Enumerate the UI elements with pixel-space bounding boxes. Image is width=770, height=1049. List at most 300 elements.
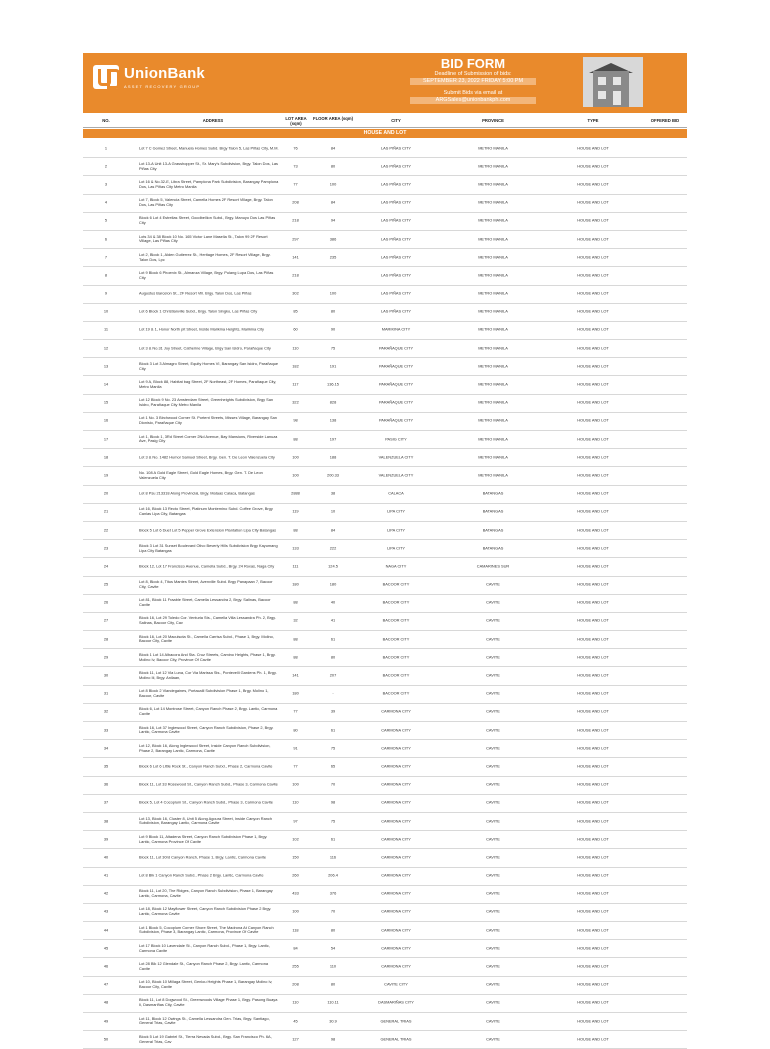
row-address: Block 5 Lot 6 Duet Lot 5 Pepper Grove Extension Plantation Lipa City Batangas [139, 527, 277, 533]
offered-bid-input[interactable] [648, 598, 687, 608]
row-lot-area: 88 [293, 636, 298, 642]
row-type: HOUSE AND LOT [577, 472, 609, 478]
row-type: HOUSE AND LOT [577, 763, 609, 769]
row-city: CARMONA CITY [381, 909, 411, 915]
row-floor-area: 70 [330, 909, 336, 915]
table-row [83, 413, 687, 431]
row-lot-area: 91 [293, 745, 298, 751]
offered-bid-input[interactable] [648, 780, 687, 790]
col-city: CITY [391, 118, 401, 123]
row-floor-area: 80 [330, 654, 336, 660]
row-floor-area: - [332, 690, 334, 696]
row-city: LIPA CITY [387, 545, 405, 551]
row-number: 46 [103, 963, 109, 969]
row-type: HOUSE AND LOT [577, 672, 609, 678]
row-lot-area: 150 [292, 854, 299, 860]
row-lot-area: 60 [293, 327, 298, 333]
row-number: 26 [103, 599, 109, 605]
row-address: Lot 11, Block 12 Owings St., Camella Lessandra Gen. Trias, Brgy. Santiago, General Trias, Cavite [139, 1015, 270, 1026]
row-type: HOUSE AND LOT [577, 745, 609, 751]
row-number: 44 [103, 927, 109, 933]
row-address: Block 11, Lot 30rd Canyon Ranch, Phase 1, Brgy. Lantic, Carmona Cavite [139, 854, 267, 860]
row-type: HOUSE AND LOT [577, 418, 609, 424]
row-lot-area: 118 [292, 927, 299, 933]
row-floor-area: 39 [330, 709, 336, 715]
unionbank-logo-icon [93, 65, 119, 89]
row-floor-area: 138 [329, 418, 337, 424]
row-lot-area: 88 [293, 599, 298, 605]
row-city: BACOOR CITY [382, 599, 410, 605]
row-province: METRO MANILA [478, 308, 508, 314]
row-type: HOUSE AND LOT [577, 527, 609, 533]
row-city: CARMONA CITY [381, 818, 411, 824]
offered-bid-input[interactable] [648, 998, 687, 1008]
row-number: 10 [103, 308, 109, 314]
row-province: CAVITE [486, 981, 500, 987]
row-type: HOUSE AND LOT [577, 236, 609, 242]
row-floor-area: 80 [330, 163, 336, 169]
offered-bid-input[interactable] [648, 1017, 687, 1027]
offered-bid-input[interactable] [648, 817, 687, 827]
row-address: Lot 19 & 1, Honor North pit Street, Inside Marikina Heights, Marikina City [139, 327, 264, 333]
row-number: 14 [103, 381, 109, 387]
table-row [83, 249, 687, 267]
row-province: CAVITE [486, 890, 500, 896]
submission-email[interactable]: ARGSales@unionbankph.com [410, 97, 536, 104]
row-city: CARMONA CITY [381, 799, 411, 805]
offered-bid-input[interactable] [648, 962, 687, 972]
row-type: HOUSE AND LOT [577, 199, 609, 205]
table-row [83, 740, 687, 758]
row-type: HOUSE AND LOT [577, 308, 609, 314]
row-number: 39 [103, 836, 109, 842]
submit-label: Submit Bids via email at [443, 90, 503, 96]
row-province: METRO MANILA [478, 145, 508, 151]
row-address: Lot 3 & No. 1482 Humor Samuel Street, Brgy. Gen. T. De Leon Valenzuela City [139, 454, 275, 460]
row-floor-area: 180 [329, 581, 337, 587]
row-lot-area: 2888 [291, 490, 300, 496]
row-city: CARMONA CITY [381, 709, 411, 715]
row-lot-area: 110 [292, 799, 299, 805]
row-lot-area: 208 [292, 981, 299, 987]
row-city: LAS PIÑAS CITY [380, 254, 412, 260]
row-lot-area: 218 [292, 217, 299, 223]
row-number: 27 [103, 618, 109, 624]
offered-bid-input[interactable] [648, 344, 687, 354]
offered-bid-input[interactable] [648, 325, 687, 335]
row-type: HOUSE AND LOT [577, 836, 609, 842]
row-address: Lot 8 Blk 1 Canyon Ranch Subd., Phase 2 Brgy. Lantic, Carmona Cavite [139, 872, 264, 878]
row-address: No. 108 A Gold Eagle Street, Gold Eagle Homes, Brgy. Gen. T. De Leon Valenzuela City [139, 470, 263, 480]
offered-bid-input[interactable] [648, 144, 687, 154]
offered-bid-input[interactable] [648, 980, 687, 990]
row-address: Lot 8 Block 2 Vlandegaines, Portacalil Subdivision Phase 1, Brgy. Molino 1, Bacoor, Cavite [139, 688, 269, 699]
row-type: HOUSE AND LOT [577, 436, 609, 442]
row-address: Lot 10, Block 10 Millaga Street, Genlou Heights Phase 1, Barangay Molino Iv, Bacoor City, Cavite [139, 979, 273, 990]
row-province: CAVITE [486, 872, 500, 878]
row-number: 40 [103, 854, 109, 860]
offered-bid-input[interactable] [648, 489, 687, 499]
row-number: 20 [103, 490, 109, 496]
row-type: HOUSE AND LOT [577, 599, 609, 605]
row-floor-area: 98 [330, 799, 336, 805]
row-address: Lot 7 C Gomez Street, Manuela Homes Subd. Brgy Talon 5, Las Piñas City, M.M. [139, 145, 279, 151]
row-address: Block 16, Lot 37 Inglewood Street, Canyon Ranch Subdivision, Phase 2, Brgy. Lantic, Carmona Cavite [139, 724, 274, 735]
row-lot-area: 180 [292, 581, 299, 587]
row-floor-area: 100 [329, 290, 337, 296]
row-address: Lot 28 Blk 12 Glendale St., Canyon Ranch Phase 2, Brgy. Lantic, Carmona Cavite [139, 961, 269, 972]
row-lot-area: 88 [293, 436, 298, 442]
row-province: CAVITE [486, 709, 500, 715]
offered-bid-input[interactable] [648, 235, 687, 245]
row-province: CAVITE [486, 690, 500, 696]
row-province: METRO MANILA [478, 454, 508, 460]
row-city: BACOOR CITY [382, 672, 410, 678]
table-row [83, 922, 687, 940]
table-row [83, 467, 687, 485]
row-city: GENERAL TRIAS [380, 1018, 412, 1024]
row-province: CAVITE [486, 1000, 500, 1006]
row-lot-area: 77 [293, 763, 298, 769]
row-number: 8 [104, 272, 108, 278]
row-address: Lot 2, Block 1, Alden Gutierrez St., Heritage Homes, 2F Resort Village, Brgy. Talon Dos, Lpc [139, 251, 271, 262]
row-province: BATANGAS [482, 545, 504, 551]
row-province: METRO MANILA [478, 345, 508, 351]
row-lot-area: 119 [292, 508, 299, 514]
offered-bid-input[interactable] [648, 726, 687, 736]
table-row [83, 595, 687, 613]
offered-bid-input[interactable] [648, 289, 687, 299]
row-lot-area: 218 [292, 272, 299, 278]
row-province: CAVITE [486, 781, 500, 787]
row-city: LAS PIÑAS CITY [380, 236, 412, 242]
row-number: 7 [104, 254, 108, 260]
row-type: HOUSE AND LOT [577, 927, 609, 933]
row-type: HOUSE AND LOT [577, 963, 609, 969]
col-no: NO. [102, 118, 110, 123]
row-floor-area: 222 [329, 545, 337, 551]
row-floor-area: 10 [330, 508, 336, 514]
offered-bid-input[interactable] [648, 1035, 687, 1045]
row-address: Lot 12 Block 9 No. 23 Amsterdam Street, Greenheights Subdivision, Brgy San Isidro, Parañaque City Metro Manila [139, 397, 274, 408]
row-floor-area: 41 [330, 618, 336, 624]
row-province: CAVITE [486, 799, 500, 805]
row-type: HOUSE AND LOT [577, 508, 609, 514]
table-row [83, 213, 687, 231]
offered-bid-input[interactable] [648, 889, 687, 899]
col-floor-area: FLOOR AREA (sqm) [313, 116, 353, 121]
row-province: CAVITE [486, 654, 500, 660]
offered-bid-input[interactable] [648, 416, 687, 426]
offered-bid-input[interactable] [648, 180, 687, 190]
row-address: Block 5 Lot 19 Gabriel St., Tierra Nevada Subd., Brgy. San Francisco Ph. 6A, General Trias, Cav [139, 1033, 272, 1044]
row-floor-area: 30.9 [329, 1018, 337, 1024]
row-number: 35 [103, 763, 109, 769]
row-city: CARMONA CITY [381, 745, 411, 751]
row-lot-area: 88 [293, 654, 298, 660]
offered-bid-input[interactable] [648, 744, 687, 754]
row-address: Block 5, Lot 4 Cocoplum St., Canyon Ranch Subd., Phase 3, Carmona Cavite [139, 799, 273, 805]
row-lot-area: 110 [292, 345, 299, 351]
row-city: CARMONA CITY [381, 945, 411, 951]
row-lot-area: 85 [293, 308, 298, 314]
offered-bid-input[interactable] [648, 580, 687, 590]
row-city: PARAÑAQUE CITY [378, 363, 414, 369]
row-lot-area: 102 [292, 836, 299, 842]
row-province: CAVITE [486, 1018, 500, 1024]
row-floor-area: 61 [330, 836, 336, 842]
table-row [83, 140, 687, 158]
row-address: Lot 1, Block 1, 3Rd Street Corner 2Nd Avenue, Bay Mansions, Riverside Lanuza Ave, Pasig City [139, 433, 278, 444]
row-lot-area: 84 [293, 945, 298, 951]
row-address: Lot 13, Block 16, Cluster 8, Unit 5 Along Agoura Street, Inside Canyon Ranch Subdivision, Barangay Lantic, Carmona Cavite [139, 815, 273, 826]
row-number: 42 [103, 890, 109, 896]
row-address: Lot 18, Block 12 Mayflower Street, Canyon Ranch Subdivision Phase 2 Brgy. Lantic, Carmona Cavite [139, 906, 272, 917]
col-province: PROVINCE [482, 118, 504, 123]
offered-bid-input[interactable] [648, 689, 687, 699]
row-city: VALENZUELA CITY [378, 472, 414, 478]
offered-bid-input[interactable] [648, 707, 687, 717]
row-address: Block 16, Lot 20 Maculsota St., Camella Carrisa Subd., Phase 1, Brgy. Molino, Bacoor City, Cavite [139, 633, 274, 644]
row-floor-area: 65 [330, 763, 336, 769]
row-city: BACOOR CITY [382, 636, 410, 642]
offered-bid-input[interactable] [648, 253, 687, 263]
row-province: METRO MANILA [478, 363, 508, 369]
row-number: 3 [104, 181, 108, 187]
row-province: CAVITE [486, 672, 500, 678]
row-province: CAVITE [486, 836, 500, 842]
row-city: CARMONA CITY [381, 836, 411, 842]
offered-bid-input[interactable] [648, 471, 687, 481]
row-province: METRO MANILA [478, 436, 508, 442]
table-row [83, 431, 687, 449]
row-province: CAVITE [486, 854, 500, 860]
row-number: 6 [104, 236, 108, 242]
row-address: Lot 3 & No.31 Joy Street, Catherine Village, Brgy San Isidro, Parañaque City [139, 345, 271, 351]
row-floor-area: 386 [329, 236, 337, 242]
row-address: Lot 8 Psu 213318 Along Provincial, Brgy. Mataas Calaca, Batangas [139, 490, 255, 496]
row-city: LAS PIÑAS CITY [380, 199, 412, 205]
row-address: Augustus Barcelon St., 2F Resort Vill. Brgy. Talon Dos, Las Piñas [139, 290, 252, 296]
row-city: CARMONA CITY [381, 727, 411, 733]
col-type: TYPE [587, 118, 599, 123]
offered-bid-input[interactable] [648, 853, 687, 863]
row-floor-area: 98 [330, 1036, 336, 1042]
row-number: 50 [103, 1036, 109, 1042]
table-row [83, 522, 687, 540]
offered-bid-input[interactable] [648, 271, 687, 281]
row-city: CALACA [388, 490, 404, 496]
row-province: CAVITE [486, 618, 500, 624]
offered-bid-input[interactable] [648, 635, 687, 645]
row-province: BATANGAS [482, 508, 504, 514]
row-type: HOUSE AND LOT [577, 818, 609, 824]
row-city: CARMONA CITY [381, 763, 411, 769]
row-type: HOUSE AND LOT [577, 1036, 609, 1042]
row-province: CAVITE [486, 745, 500, 751]
offered-bid-input[interactable] [648, 198, 687, 208]
row-city: VALENZUELA CITY [378, 454, 414, 460]
table-row [83, 904, 687, 922]
row-floor-area: 90 [330, 327, 336, 333]
row-number: 29 [103, 654, 109, 660]
row-floor-area: 61 [330, 727, 336, 733]
row-number: 21 [103, 508, 109, 514]
table-row [83, 1013, 687, 1031]
row-lot-area: 133 [292, 545, 299, 551]
row-type: HOUSE AND LOT [577, 399, 609, 405]
row-number: 28 [103, 636, 109, 642]
row-type: HOUSE AND LOT [577, 636, 609, 642]
offered-bid-input[interactable] [648, 798, 687, 808]
offered-bid-input[interactable] [648, 926, 687, 936]
row-address: Lot 13-A Unit 13-A Grasshopper St., Sr. Mary's Subdivision, Brgy. Talon Dos, Las Piñas City [139, 160, 278, 171]
row-type: HOUSE AND LOT [577, 254, 609, 260]
row-type: HOUSE AND LOT [577, 909, 609, 915]
row-province: METRO MANILA [478, 163, 508, 169]
offered-bid-input[interactable] [648, 162, 687, 172]
row-city: BACOOR CITY [382, 654, 410, 660]
row-city: LAS PIÑAS CITY [380, 181, 412, 187]
offered-bid-input[interactable] [648, 944, 687, 954]
offered-bid-input[interactable] [648, 507, 687, 517]
row-province: CAVITE [486, 1036, 500, 1042]
row-floor-area: 54 [330, 945, 336, 951]
offered-bid-input[interactable] [648, 526, 687, 536]
row-province: CAVITE [486, 927, 500, 933]
row-floor-area: 80 [330, 981, 336, 987]
row-city: CAVITE CITY [384, 981, 408, 987]
offered-bid-input[interactable] [648, 871, 687, 881]
offered-bid-input[interactable] [648, 216, 687, 226]
row-province: METRO MANILA [478, 272, 508, 278]
offered-bid-input[interactable] [648, 544, 687, 554]
row-floor-area: 84 [330, 145, 336, 151]
row-lot-area: 80 [293, 727, 298, 733]
offered-bid-input[interactable] [648, 307, 687, 317]
row-city: LIPA CITY [387, 508, 405, 514]
row-address: Lot 8, Block 4, Titus Mantes Street, Avenville Subd. Brgy Panapaan 7, Bacoor City, Cavite [139, 579, 273, 590]
offered-bid-input[interactable] [648, 435, 687, 445]
table-row [83, 358, 687, 376]
offered-bid-input[interactable] [648, 398, 687, 408]
row-city: PARAÑAQUE CITY [378, 399, 414, 405]
row-city: BACOOR CITY [382, 618, 410, 624]
row-lot-area: 141 [292, 672, 299, 678]
row-lot-area: 88 [293, 527, 298, 533]
row-address: Lot 17 Block 10 Lavendale St., Canyon Ranch Subd., Phase 1, Brgy. Lantic, Carmona Cavite [139, 943, 270, 953]
logo-subtitle: ASSET RECOVERY GROUP [124, 84, 201, 89]
row-province: METRO MANILA [478, 236, 508, 242]
offered-bid-input[interactable] [648, 562, 687, 572]
row-number: 48 [103, 1000, 109, 1006]
row-floor-area: 116 [329, 854, 337, 860]
row-floor-area: 38 [330, 490, 336, 496]
row-type: HOUSE AND LOT [577, 145, 609, 151]
row-floor-area: 94 [330, 217, 336, 223]
offered-bid-input[interactable] [648, 653, 687, 663]
offered-bid-input[interactable] [648, 380, 687, 390]
row-floor-area: 75 [330, 345, 336, 351]
row-floor-area: 80 [330, 308, 336, 314]
row-type: HOUSE AND LOT [577, 327, 609, 333]
col-address: ADDRESS [202, 118, 224, 123]
row-type: HOUSE AND LOT [577, 654, 609, 660]
row-address: Lot 81, Block 11 Fraable Street, Camella Lessandra 2, Brgy. Salinas, Bacoor Cavite [139, 597, 271, 608]
row-address: Block 3 Lot 3 Almagro Street, Equity Homes VI, Barangay San Isidro, Parañaque City [139, 361, 279, 371]
row-province: CAVITE [486, 963, 500, 969]
row-number: 18 [103, 454, 109, 460]
row-lot-area: 208 [292, 199, 299, 205]
row-type: HOUSE AND LOT [577, 363, 609, 369]
row-floor-area: 110.11 [327, 1000, 339, 1006]
row-province: CAVITE [486, 581, 500, 587]
row-number: 33 [103, 727, 109, 733]
row-province: CAVITE [486, 636, 500, 642]
table-row [83, 977, 687, 995]
row-city: GENERAL TRIAS [380, 1036, 412, 1042]
row-floor-area: 200.33 [327, 472, 339, 478]
row-number: 34 [103, 745, 109, 751]
row-city: LIPA CITY [387, 527, 405, 533]
row-lot-area: 117 [292, 381, 299, 387]
row-address: Block 6 Lot 4 Estrellas Street, Goodbellion Subd., Brgy. Manuyo Dos Las Piñas City [139, 215, 276, 226]
row-lot-area: 77 [293, 709, 298, 715]
row-floor-area: 70 [330, 781, 336, 787]
offered-bid-input[interactable] [648, 835, 687, 845]
row-number: 19 [103, 472, 109, 478]
offered-bid-input[interactable] [648, 453, 687, 463]
house-photo-image [583, 57, 643, 107]
row-floor-area: 110 [329, 963, 337, 969]
row-lot-area: 322 [292, 399, 299, 405]
offered-bid-input[interactable] [648, 362, 687, 372]
row-lot-area: 302 [292, 290, 299, 296]
row-floor-area: 61 [330, 636, 336, 642]
offered-bid-input[interactable] [648, 616, 687, 626]
row-address: Block 16, Lot 29 Toledo Cor. Venturia Sts., Camella Villa Lessandra Ph. 2, Brgy. Salinas, Bacoor City, Cav [139, 615, 276, 626]
row-lot-area: 100 [292, 472, 299, 478]
offered-bid-input[interactable] [648, 907, 687, 917]
offered-bid-input[interactable] [648, 762, 687, 772]
row-floor-area: 206.4 [328, 872, 338, 878]
row-number: 41 [103, 872, 109, 878]
col-lot-area: LOT AREA (sqm) [285, 116, 307, 126]
row-floor-area: 84 [330, 199, 336, 205]
table-row [83, 704, 687, 722]
row-floor-area: 124.5 [328, 563, 338, 569]
row-province: METRO MANILA [478, 381, 508, 387]
row-city: DASMARIÑAS CITY [378, 1000, 414, 1006]
row-floor-area: 828 [329, 399, 337, 405]
row-lot-area: 297 [292, 236, 299, 242]
table-header [83, 114, 687, 128]
row-number: 12 [103, 345, 109, 351]
row-province: CAVITE [486, 763, 500, 769]
row-type: HOUSE AND LOT [577, 890, 609, 896]
table-row [83, 449, 687, 467]
row-number: 38 [103, 818, 109, 824]
table-row [83, 1031, 687, 1049]
row-city: PASIG CITY [385, 436, 407, 442]
table-row [83, 340, 687, 358]
row-address: Block 11, Lot 20, The Ridges, Canyon Ranch Subdivision, Phase 1, Barangay Lantic, Carmona, Cavite [139, 888, 273, 899]
row-number: 32 [103, 709, 109, 715]
offered-bid-input[interactable] [648, 671, 687, 681]
table-row [83, 958, 687, 976]
row-address: Lot 6 Block 1 Christianville Subd., Brgy. Talon Singko, Las Piñas City [139, 308, 258, 314]
row-type: HOUSE AND LOT [577, 854, 609, 860]
